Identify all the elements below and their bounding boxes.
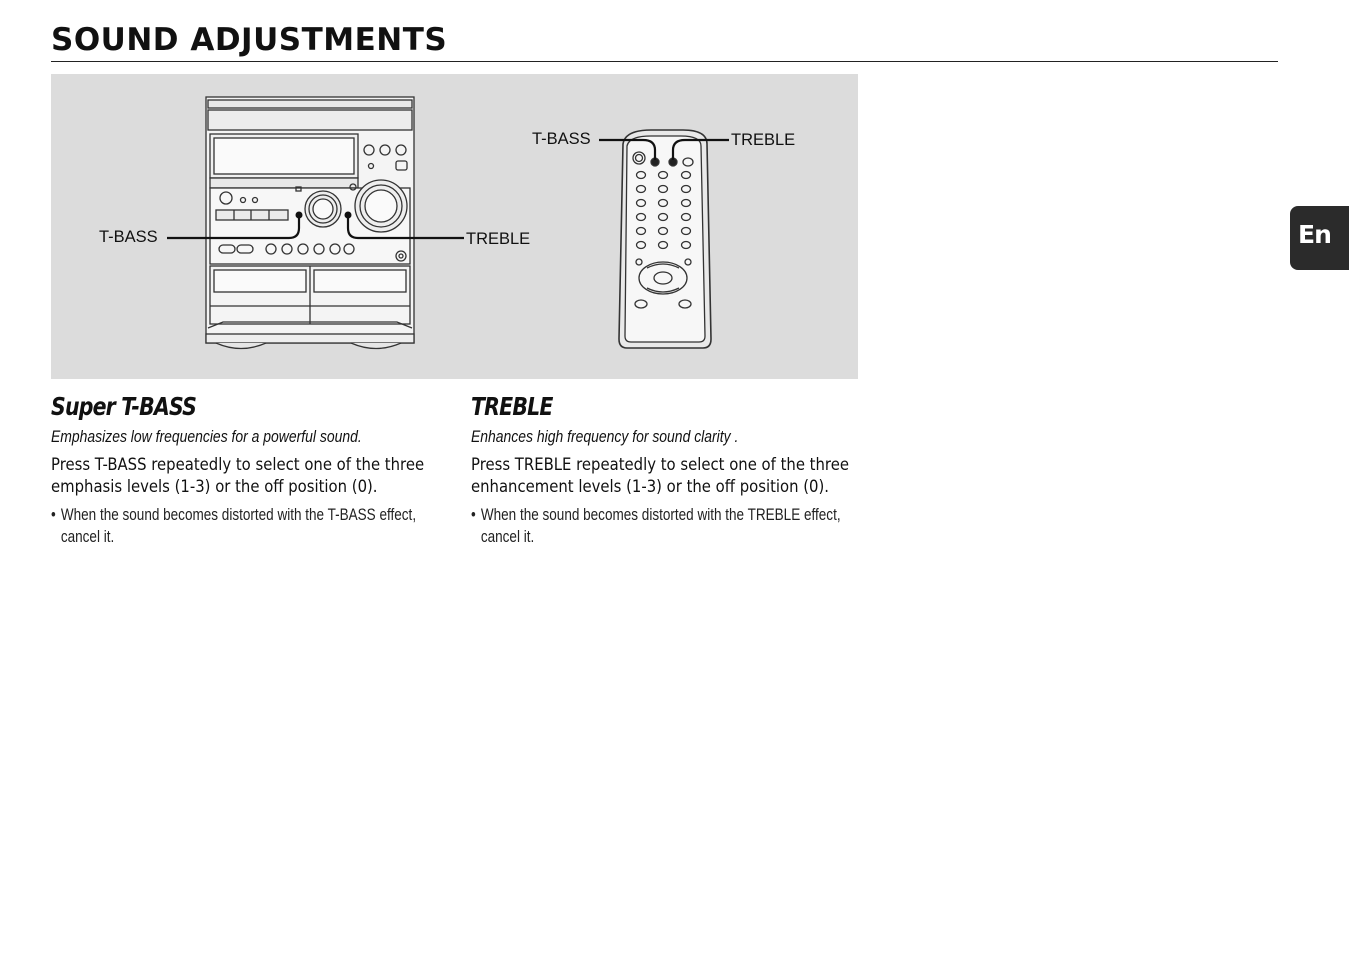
language-tab-label: En [1298, 220, 1331, 249]
treble-knob-dot [345, 212, 352, 219]
section-note [471, 504, 874, 548]
label-remote-tbass: T-BASS [532, 130, 591, 148]
remote-control-drawing [619, 130, 711, 348]
bullet: • [51, 506, 56, 524]
tbass-knob-dot [296, 212, 303, 219]
note-text: When the sound becomes distorted with the T-BASS effect, cancel it. [60, 506, 417, 546]
illustration-panel [51, 74, 858, 379]
label-unit-treble: TREBLE [466, 230, 531, 248]
language-tab [1290, 206, 1349, 270]
stereo-and-remote-illustration [51, 74, 858, 379]
section-body: Press TREBLE repeatedly to select one of the three enhancement levels (1-3) or the off position (0). [471, 455, 849, 496]
bullet: • [471, 506, 476, 524]
title-divider [51, 61, 1278, 62]
page-title: SOUND ADJUSTMENTS [51, 22, 448, 58]
section-heading: Super T-BASS [51, 392, 197, 421]
section-heading: TREBLE [471, 392, 553, 421]
note-text: When the sound becomes distorted with the TREBLE effect, cancel it. [480, 506, 841, 546]
label-unit-tbass: T-BASS [99, 228, 158, 246]
section-super-tbass [51, 392, 446, 548]
stereo-unit-drawing [206, 97, 414, 349]
section-subtitle: Emphasizes low frequencies for a powerful sound. [51, 427, 362, 446]
section-subtitle: Enhances high frequency for sound clarity . [471, 427, 739, 446]
label-remote-treble: TREBLE [731, 131, 796, 149]
section-body: Press T-BASS repeatedly to select one of the three emphasis levels (1-3) or the off position (0). [51, 455, 425, 496]
section-treble [471, 392, 866, 548]
section-note [51, 504, 454, 548]
